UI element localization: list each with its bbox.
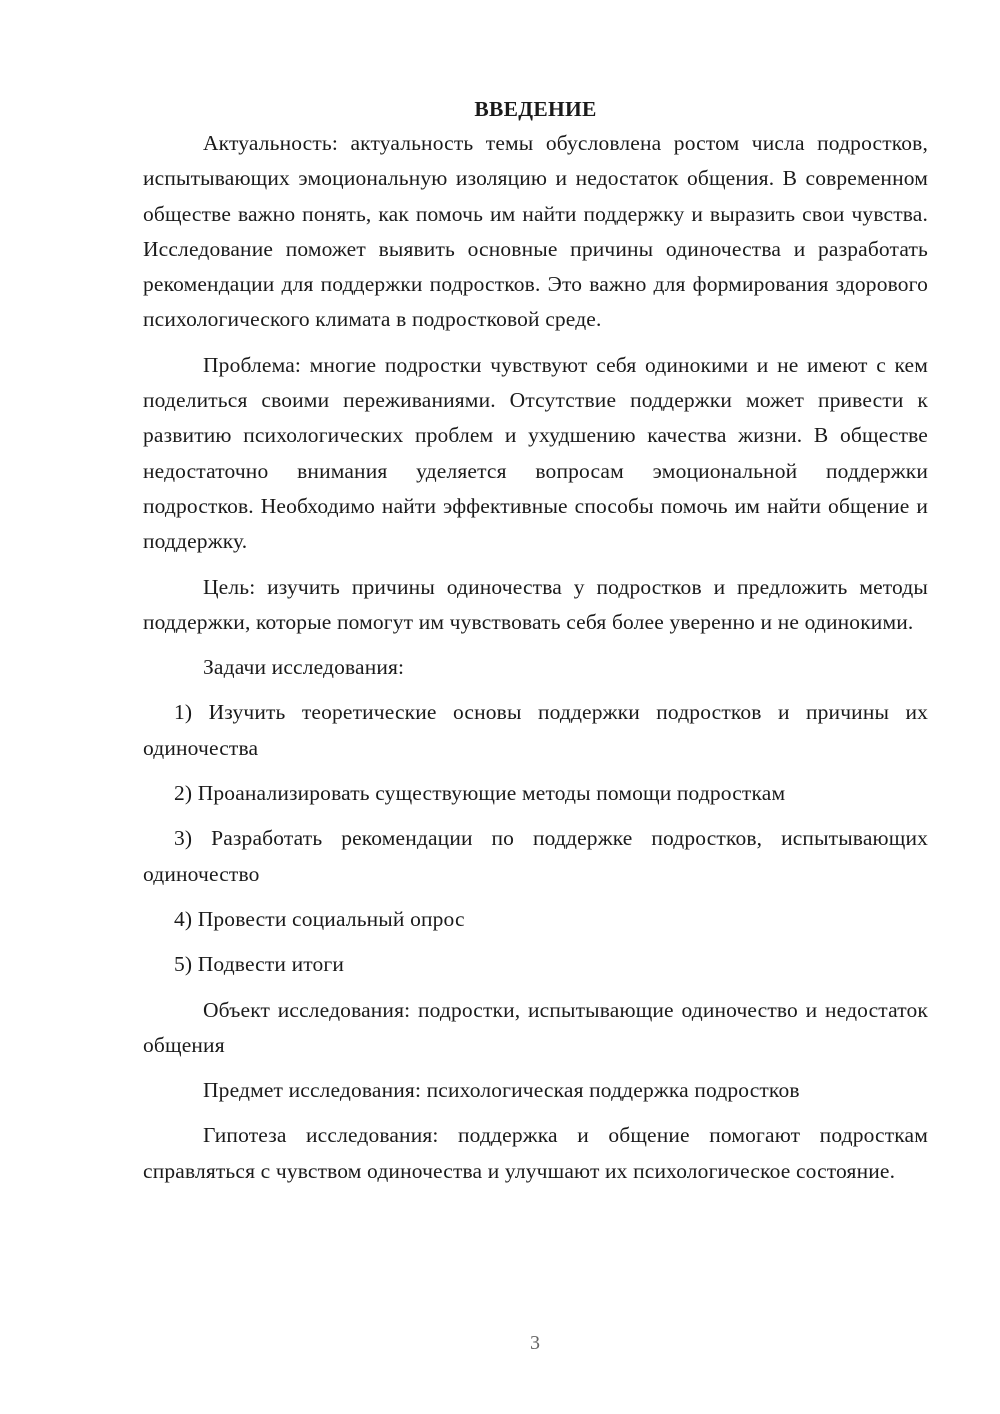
object-paragraph: Объект исследования: подростки, испытывающие одиночество и недостаток общения [143, 997, 928, 1057]
section-heading: ВВЕДЕНИЕ [474, 97, 597, 121]
task-item: 5) Подвести итоги [174, 952, 345, 977]
goal-paragraph: Цель: изучить причины одиночества у подростков и предложить методы поддержки, которые помогут им чувствовать себя более уверенно и не одинокими. [143, 574, 928, 634]
task-item: 2) Проанализировать существующие методы помощи подросткам [174, 781, 786, 806]
page-number: 3 [530, 1332, 540, 1354]
task-item: 1) Изучить теоретические основы поддержки подростков и причины их одиночества [143, 700, 928, 760]
problem-paragraph: Проблема: многие подростки чувствуют себя одинокими и не имеют с кем поделиться своими переживаниями. Отсутствие поддержки может привести к развитию психологических проблем и ухудшению качества жизни. В обществе недостаточно внимания уделяется вопросам эмоциональной поддержки подростков. Необходимо найти эффективные способы помочь им найти общение и поддержку. [143, 352, 928, 554]
task-item: 3) Разработать рекомендации по поддержке подростков, испытывающих одиночество [143, 826, 928, 886]
tasks-heading: Задачи исследования: [203, 655, 405, 680]
task-item: 4) Провести социальный опрос [174, 906, 465, 931]
document-page [143, 92, 928, 1199]
relevance-paragraph: Актуальность: актуальность темы обусловлена ростом числа подростков, испытывающих эмоциональную изоляцию и недостаток общения. В современном обществе важно понять, как помочь им найти поддержку и выразить свои чувства. Исследование поможет выявить основные причины одиночества и разработать рекомендации для поддержки подростков. Это важно для формирования здорового психологического климата в подростковой среде. [143, 131, 928, 332]
subject-paragraph: Предмет исследования: психологическая поддержка подростков [203, 1078, 800, 1103]
hypothesis-paragraph: Гипотеза исследования: поддержка и общение помогают подросткам справляться с чувством одиночества и улучшают их психологическое состояние. [143, 1123, 928, 1183]
